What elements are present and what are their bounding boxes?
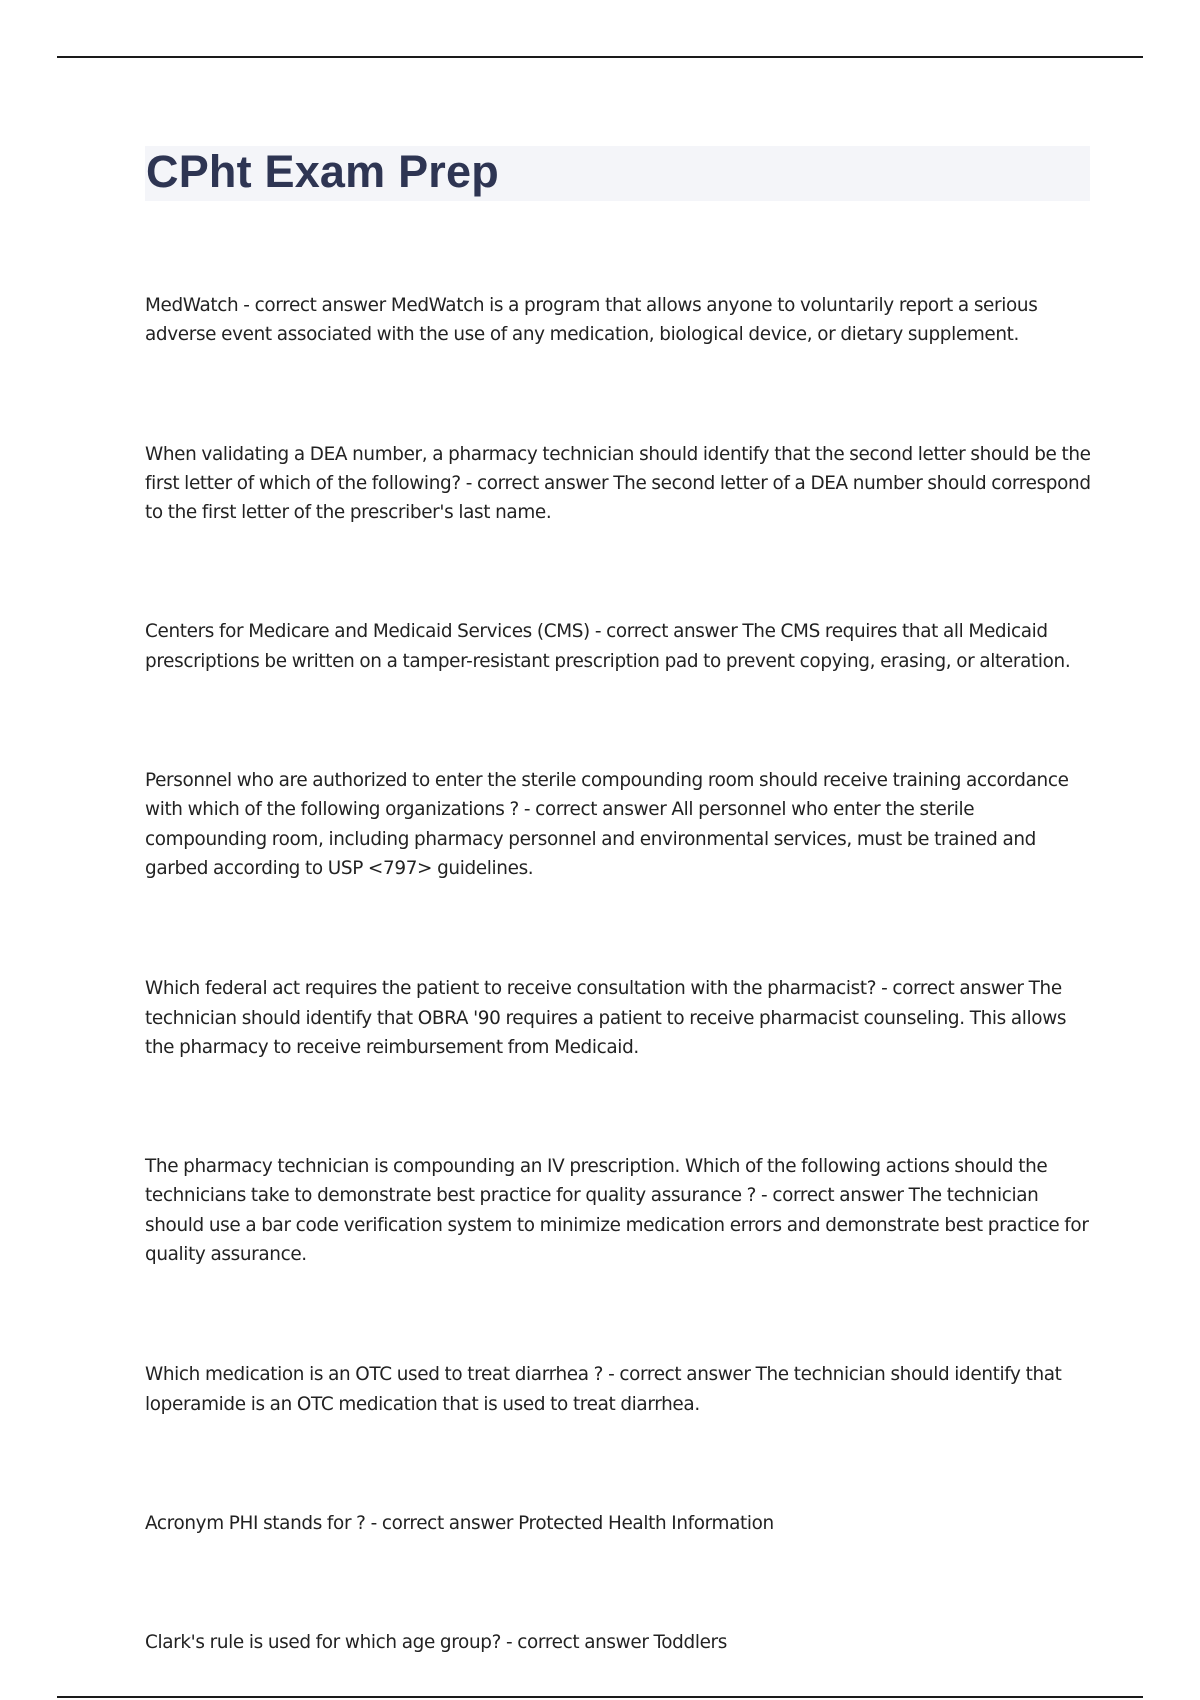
qa-item-otc-diarrhea: Which medication is an OTC used to treat diarrhea ? - correct answer The technician should identify that loperamide is an OTC medication that is used to treat diarrhea.: [145, 1364, 1062, 1415]
page-title: CPht Exam Prep: [146, 146, 499, 197]
qa-item-iv-prescription: The pharmacy technician is compounding an IV prescription. Which of the following actions should the technicians take to demonstrate best practice for quality assurance ? - correct answer The technician should use a bar code verification system to minimize medication errors and demonstrate best practice for quality assurance.: [145, 1156, 1089, 1266]
qa-item-medwatch: MedWatch - correct answer MedWatch is a program that allows anyone to voluntarily report a serious adverse event associated with the use of any medication, biological device, or dietary supplement.: [145, 295, 1038, 346]
qa-list: [145, 291, 1095, 1658]
bottom-rule: [57, 1696, 1143, 1698]
qa-item-phi: Acronym PHI stands for ? - correct answer Protected Health Information: [145, 1512, 774, 1534]
qa-item-cms: Centers for Medicare and Medicaid Services (CMS) - correct answer The CMS requires that all Medicaid prescriptions be written on a tamper-resistant prescription pad to prevent copying, erasing, or alteration.: [145, 621, 1071, 672]
qa-item-dea-number: When validating a DEA number, a pharmacy technician should identify that the second letter should be the first letter of which of the following? - correct answer The second letter of a DEA number should correspond to the first letter of the prescriber's last name.: [145, 443, 1091, 524]
qa-item-sterile-compounding: Personnel who are authorized to enter the sterile compounding room should receive training accordance with which of the following organizations ? - correct answer All personnel who enter the sterile compounding room, including pharmacy personnel and environmental services, must be trained and garbed according to USP <797> guidelines.: [145, 770, 1069, 879]
qa-item-clarks-rule: Clark's rule is used for which age group? - correct answer Toddlers: [145, 1632, 727, 1654]
top-rule: [57, 56, 1143, 58]
qa-item-federal-act: Which federal act requires the patient to receive consultation with the pharmacist? - correct answer The technician should identify that OBRA '90 requires a patient to receive pharmacist counseling. This allows the pharmacy to receive reimbursement from Medicaid.: [145, 978, 1067, 1058]
